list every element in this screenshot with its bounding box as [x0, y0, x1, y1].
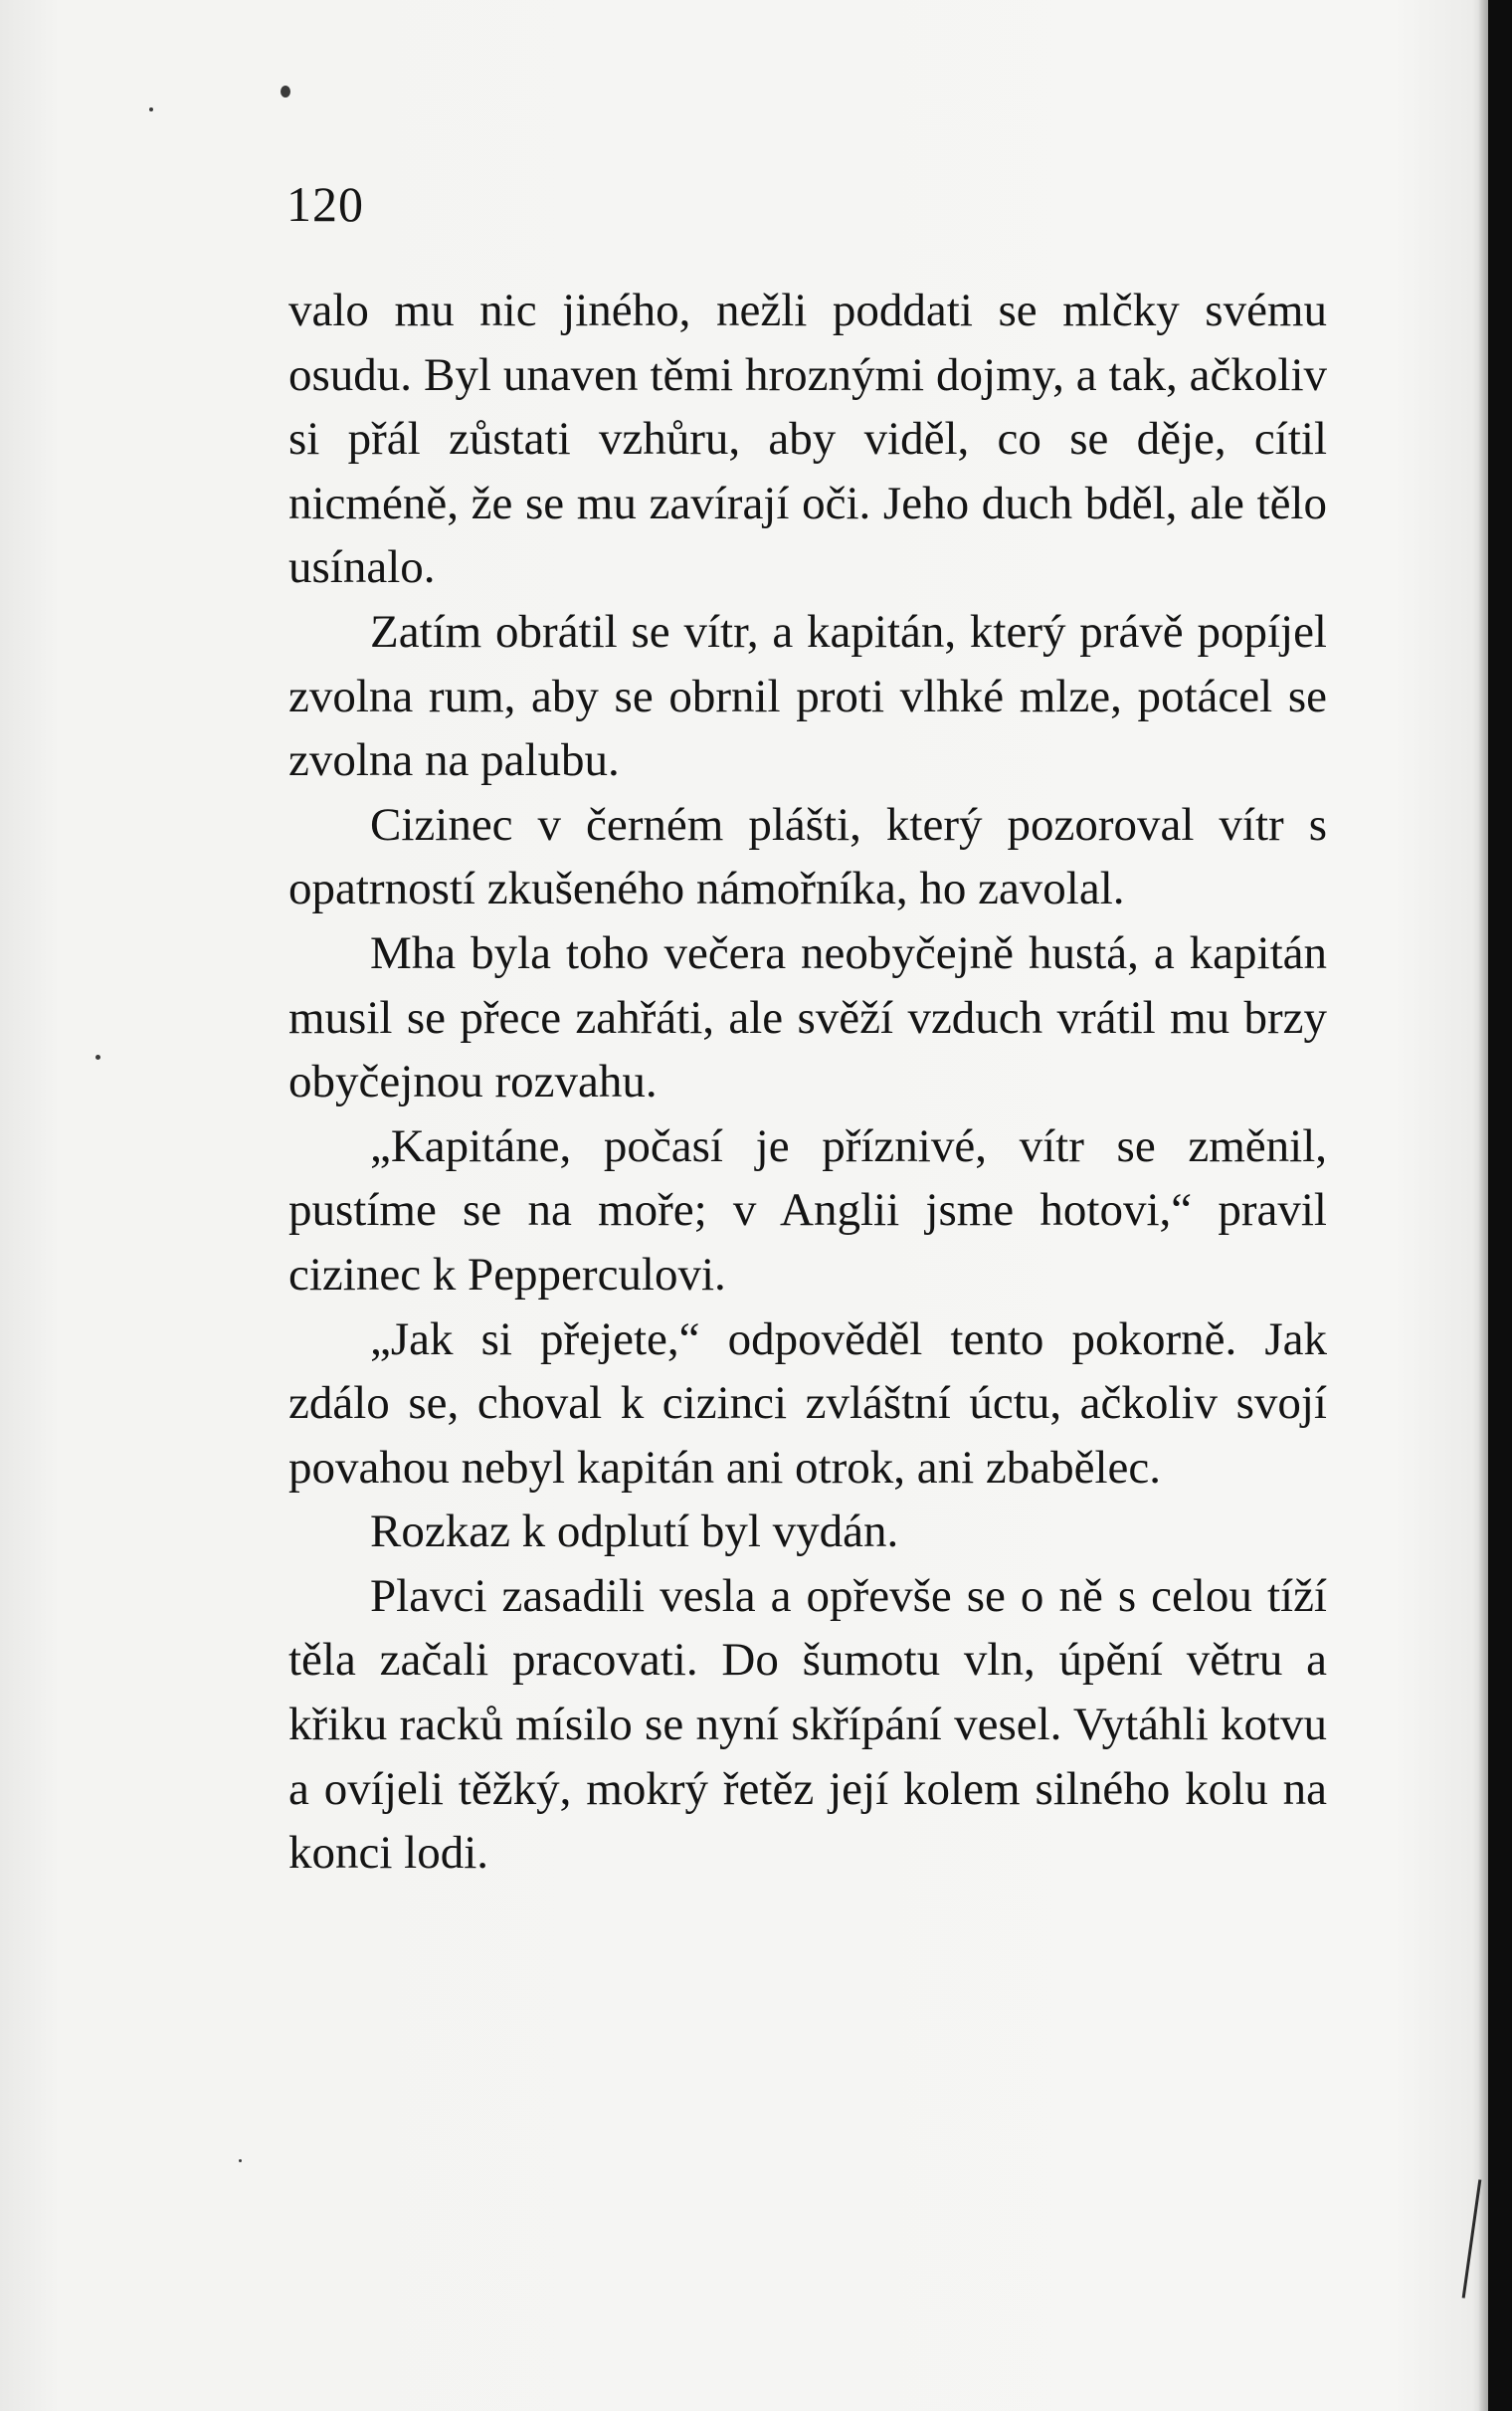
print-speck: [149, 107, 153, 111]
paragraph: „Kapitáne, počasí je příznivé, vítr se změnil, pustíme se na moře; v Anglii jsme hotovi,“ pravil cizinec k Pepperculovi.: [288, 1119, 1327, 1301]
page-edge: [1488, 0, 1512, 2411]
print-speck: [95, 1055, 100, 1060]
paragraph: Cizinec v černém plášti, který pozoroval vítr s opatrností zkušeného námořníka, ho zavolal.: [288, 798, 1327, 915]
paragraph: Rozkaz k odplutí byl vydán.: [370, 1506, 899, 1558]
page-edge-shadow: [1478, 0, 1488, 2411]
paragraph: Zatím obrátil se vítr, a kapitán, který právě popíjel zvolna rum, aby se obrnil proti vlhké mlze, potácel se zvolna na palubu.: [288, 605, 1327, 787]
paragraph: „Jak si přejete,“ odpověděl tento pokorně. Jak zdálo se, choval k cizinci zvláštní úctu, ačkoliv svojí povahou nebyl kapitán ani otrok, ani zbabělec.: [288, 1312, 1327, 1494]
paragraph: Mha byla toho večera neobyčejně hustá, a kapitán musil se přece zahřáti, ale svěží vzduch vrátil mu brzy obyčejnou rozvahu.: [288, 926, 1327, 1108]
paragraph: valo mu nic jiného, nežli poddati se mlčky svému osudu. Byl unaven těmi hroznými dojmy, a tak, ačkoliv si přál zůstati vzhůru, aby viděl, co se děje, cítil nicméně, že se mu zavírají oči. Jeho duch bděl, ale tělo usínalo.: [288, 285, 1327, 594]
print-speck: [281, 86, 290, 98]
page-number: 120: [286, 176, 364, 232]
print-speck: [239, 2159, 242, 2162]
body-text: [288, 279, 1327, 1886]
paragraph: Plavci zasadili vesla a opřevše se o ně s celou tíží těla začali pracovati. Do šumotu vln, úpění větru a křiku racků mísilo se nyní skřípání vesel. Vytáhli kotvu a ovíjeli těžký, mokrý řetěz její kolem silného kolu na konci lodi.: [288, 1569, 1327, 1880]
